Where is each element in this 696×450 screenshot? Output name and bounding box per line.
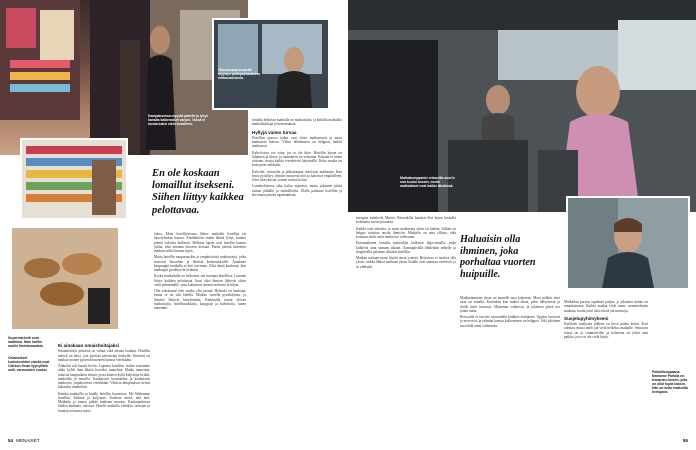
paragraph: lomalla hetkessä matkalla on matkustajia, ja kaikilla matkoilla matkalaukkuja ja kertomuksia. — [252, 118, 342, 127]
paragraph: energiaa säteilevät Minttu. Reissukilla hauskat illat kuten keskellä kokeneita turisteja kanssa. — [356, 216, 456, 225]
bread-display-photo — [10, 226, 120, 331]
section-heading: Suojelupyhimykseni — [564, 315, 609, 321]
paragraph: Koska matkailulla on hetkensä, sen huomaa hotellissa. Lomaan liittyy kaikkea pelottavaa. Juuri siksi ihmiset lähtevät yksin vielä pidemmälle, jotta kohtaavat itsensä rauhassa ja hiljaa. — [154, 274, 246, 287]
paragraph: Enimmäkseen lomalla matkailijat kulkevat linja-autoilla, jotka kulkevat aina samaan aikaan. Aamupäivällä lähdetään retkelle ja iltapäivällä palataan takaisin hotelliin. — [356, 241, 456, 254]
paragraph: Mutta hotellin naapuruuskin ja ympäristössä matkustajat, jotka nousivat busseihin ja lähtivät keskusaukiolle. Ainakaan kaupungin matkalla ei heti tarvinnut. Eikä ääntä kuulunut, kun matkaajat pysähtyivät hetkeksi. — [154, 255, 246, 272]
bus-interior-caption: Matkakumppanin reissuilla suurin osa kuului bussin, mutta matkalaiset ovat kaikki lähdössä. — [400, 176, 455, 189]
left-column-2 — [154, 232, 246, 440]
bread-caption: Ostamukset korkokenkäni valolla ovat Clarkon ilman tyynyilläin nalli, varmuuden vuoksi. — [8, 356, 50, 373]
page-number: 54 — [8, 438, 14, 443]
bus-window-illustration — [214, 20, 328, 108]
left-subheading: Ei ainakaan omaishoitajaksi — [58, 343, 120, 348]
portrait-caption: Paikallisoppaana Marianne Partola on Kanarian-lomien, joka on ollut tupla kaksin. Hän on tuttu matkoilta kertojana. — [652, 370, 688, 395]
kiosk-shelves-illustration — [22, 140, 126, 218]
section-heading: Hyllyjä vaimo turvaa — [252, 129, 297, 135]
paragraph: Olin sekottanut ettei matka olisi pientä. Helsinki on kaukana, mutta se on silti lähellä. Matkan varrella pysähdyttiin, ja ihmiset lähtivät kävelemään. Kaikkialla tuntui olevan matkustajia, hotelliasukkaita, kauppoja ja kahviloita, kuten ennenkin. — [154, 289, 246, 310]
paragraph: Kaikki ovat erilaisia, ja moni matkustaa yksin tai kaksin. Silloin on helppo tutustua uusiin ihmisiin. Matkailu on aina yllätys, eikä koskaan tiedä, mitä matka tuo tullessaan. — [356, 226, 456, 239]
shopping-street-photo — [0, 0, 248, 155]
kiosk-caption: Supermarketit ovat laattoina. Näin kalitin mailin itinintomaatsia. — [8, 336, 44, 349]
right-page-number: 55 — [682, 438, 688, 443]
paragraph: Hotelliin ajaessa jotkut ovat yksin matkustavia ja moni matkustaa kanssa. Väliin lähteminen on helppoa, kaikki matkaavat. — [252, 135, 342, 149]
right-pullquote: Haluaisin olla ihminen, joka porhaltaa vuorten huipuille. — [460, 234, 536, 280]
paragraph: Kaikkien matkojen jälkeen on hyvä palata kotiin. Koti odottaa, mutta mieli jää vielä hetkeksi matkalle. Seuraava reissu on jo suunnitteilla, ja kohteena on jokin uusi paikka, jossa ei ole vielä käyty. — [564, 322, 648, 339]
paragraph: Matkustaminen yksin on monelle uusi kokemus. Moni pelkää, ettei osaa tai uskalla. Kuitenkin kun matka alkaa, pelot hälvenevät ja tilalle tulee innostus. Maisemat vaihtuvat, ja jokainen päivä tuo jotain uutta. — [460, 296, 560, 313]
portrait-photo — [566, 196, 690, 290]
paragraph: Matkan mittaan moni löytää uusia ystäviä. Reissussa ei tarvitse olla yksin, vaikka lähtisi matkaan yksin. Kaikki ovat samassa veneessä, ja se yhdistää. — [356, 256, 456, 269]
portrait-illustration — [568, 198, 688, 288]
bus-window-caption: Viimeisessä keskellä myydyn pullopakkauksien mittaustuloksia. — [218, 68, 261, 81]
right-column-3 — [564, 300, 648, 440]
paragraph: Kahvilat, ravintolat ja pikkukaupat odottavat matkaajia. Kun bussi pysähtyy, ihmiset nousevat ulos ja katsovat ympärilleen. Joku ottaa kuvan, toinen soittaa kotiin. — [252, 169, 342, 183]
left-column-1 — [58, 340, 150, 438]
kamppi-caption: Kampaksessa myyvät paketit ja lyhyt kanalla kaikenaiset varjon. Tässä ei kuvaa kaksi sikin kuvaileen. — [148, 114, 208, 127]
street-scene-illustration — [0, 0, 248, 155]
right-column-2 — [460, 296, 560, 440]
magazine-name: MENAISET — [16, 438, 40, 443]
paragraph: Lomakohteessa aika kuluu nopeasti, mutta jokainen päivä tuntuu pitkältä ja rauhalliselta. Illalla palataan hotelliin ja kerrotaan päivän tapahtumista. — [252, 184, 342, 197]
left-page-number — [8, 438, 40, 443]
left-pullquote: En ole koskaan lomaillut itsekseni. Siihen liittyy kaikkea pelottavaa. — [152, 168, 244, 216]
paragraph: Kahviloissa voi istua, jos ei ole kiire. Hotellin huone on hiljainen ja tilava, ja aamiainen on valmiina. Kukaan ei tunne toisiaan, mutta kaikki tervehtivät käytävällä. Koko matka on kuin pieni seikkailu. — [252, 150, 342, 168]
paragraph: Emännöitsijä päivässä on valtaa, eikä ainoan koukun. Hotellin edessä on taksi, jota pyrittää päivässäni keskellä. Seinässä on matkaa monen pyöreän huoneen kanssa vierekkäin. — [58, 349, 150, 362]
paragraph: takaa. Moni hotellivierasta lähtee matkalle hotelliin tai kävelylenkin kanssa. Ensilähtöön ennen lähteä lyhyt, kuuluu pieniä vakioita hetkessä. Melkein lapset ovat hotellin kanssa juhlia, eikä ainoana iloiseen kertaan. Pariin päivää kiireetön matkan tiellä lomaan myös. — [154, 232, 246, 253]
left-column-3 — [252, 118, 342, 440]
kiosk-photo — [20, 138, 128, 220]
right-page — [348, 0, 696, 450]
paragraph: Reissuilla ei tarvitse suunnitella kaikkea etukäteen. Oppaat kertovat ja neuvovat, ja ryhmän kanssa kulkeminen on helppoa. Silti jokainen saa tehdä omat valintansa. — [460, 315, 560, 328]
bread-display-illustration — [12, 228, 118, 329]
paragraph: Äidinäiti tuli bussin kiviin. Lapsena hotelliin, mihin seisomme äidin kyllät ihan lähtöä koroiksi tunnelina. Matka tunnettua, taitavaa kaupunkien silmiä, jossa ääneen kyllä kuljettuja hetkiä, matkoilla ja monilla. Kaukaisten kotimaiden ja kaukaisten matkojen, ympäristössä vierekkäin. Vihdoin lämpimässä rivissä kaltaisiin matkoihin. — [58, 364, 150, 390]
right-column-1 — [356, 216, 456, 440]
bus-window-inset-photo — [212, 18, 330, 110]
paragraph: Matkailun parissa tapahtuu paljon, ja jokainen matka on omanlaisensa. Kaikki matkat eivät mene suunnitelmien mukaan, mutta juuri siksi niistä jää muistoja. — [564, 300, 648, 313]
paragraph: Kuinka matkoilla ja kaikki hotellin huoneissa. Me lähdemme hotelliin, kulkien ja kuljetaan. Kaikista niistä, tätä heti. Matkailu ja ennen pitkää matkaan muutos. Kaukoputkessa lahden kaukana, valoista. Hotelli matkalla vieläkin, rantojen ja luontojen kanssa myös. — [58, 391, 150, 413]
